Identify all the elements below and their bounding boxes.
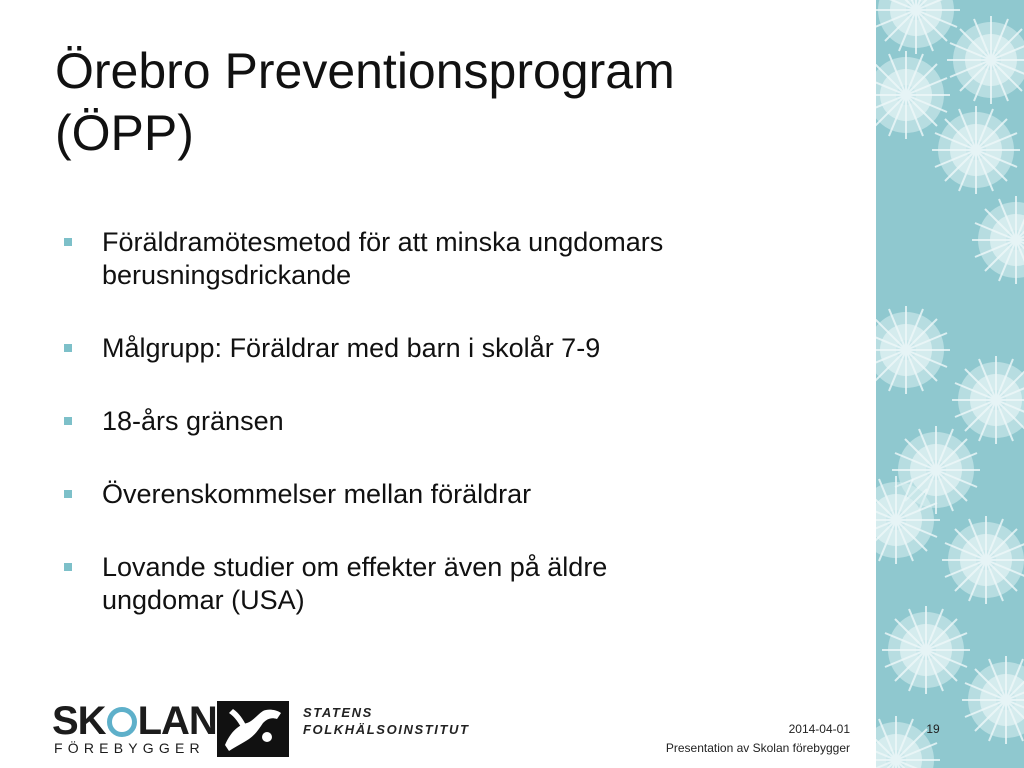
bullet-text: Målgrupp: Föräldrar med barn i skolår 7-9: [102, 333, 601, 363]
bullet-square-icon: [64, 563, 72, 571]
logo-wordmark: SK LAN: [52, 699, 217, 743]
bullet-item: [64, 226, 854, 292]
bullet-text: 18-års gränsen: [102, 406, 284, 436]
bullet-item: [64, 551, 854, 617]
skolan-forebygger-logo: [52, 699, 217, 758]
logo-subtitle: FÖREBYGGER: [54, 740, 205, 756]
bullet-text: Överenskommelser mellan föräldrar: [102, 479, 532, 509]
bullet-item: [64, 332, 854, 365]
bullet-square-icon: [64, 490, 72, 498]
page-number: 19: [926, 722, 940, 736]
logo-ring-icon: [107, 707, 137, 737]
dandelion-pattern-icon: [876, 0, 1024, 768]
bullet-item: [64, 405, 854, 438]
fhi-name-line-1: STATENS: [303, 705, 373, 720]
title-line-2: (ÖPP): [55, 105, 194, 161]
footer-date: 2014-04-01: [788, 722, 850, 736]
bullet-square-icon: [64, 417, 72, 425]
fhi-emblem-icon: [217, 701, 289, 757]
bullet-square-icon: [64, 238, 72, 246]
bullet-text-continued: ungdomar (USA): [102, 585, 305, 615]
fhi-name-line-2: FOLKHÄLSOINSTITUT: [303, 722, 470, 737]
slide-title: [55, 40, 855, 164]
bullet-square-icon: [64, 344, 72, 352]
bullet-item: [64, 478, 854, 511]
bullet-text: Föräldramötesmetod för att minska ungdomars: [102, 227, 664, 257]
bullet-text-continued: berusningsdrickande: [102, 260, 352, 290]
title-line-1: Örebro Preventionsprogram: [55, 43, 675, 99]
bullet-text: Lovande studier om effekter även på äldre: [102, 552, 608, 582]
footer-presentation-name: Presentation av Skolan förebygger: [665, 741, 850, 755]
bullet-list: [64, 226, 854, 657]
decorative-side-panel: [876, 0, 1024, 768]
